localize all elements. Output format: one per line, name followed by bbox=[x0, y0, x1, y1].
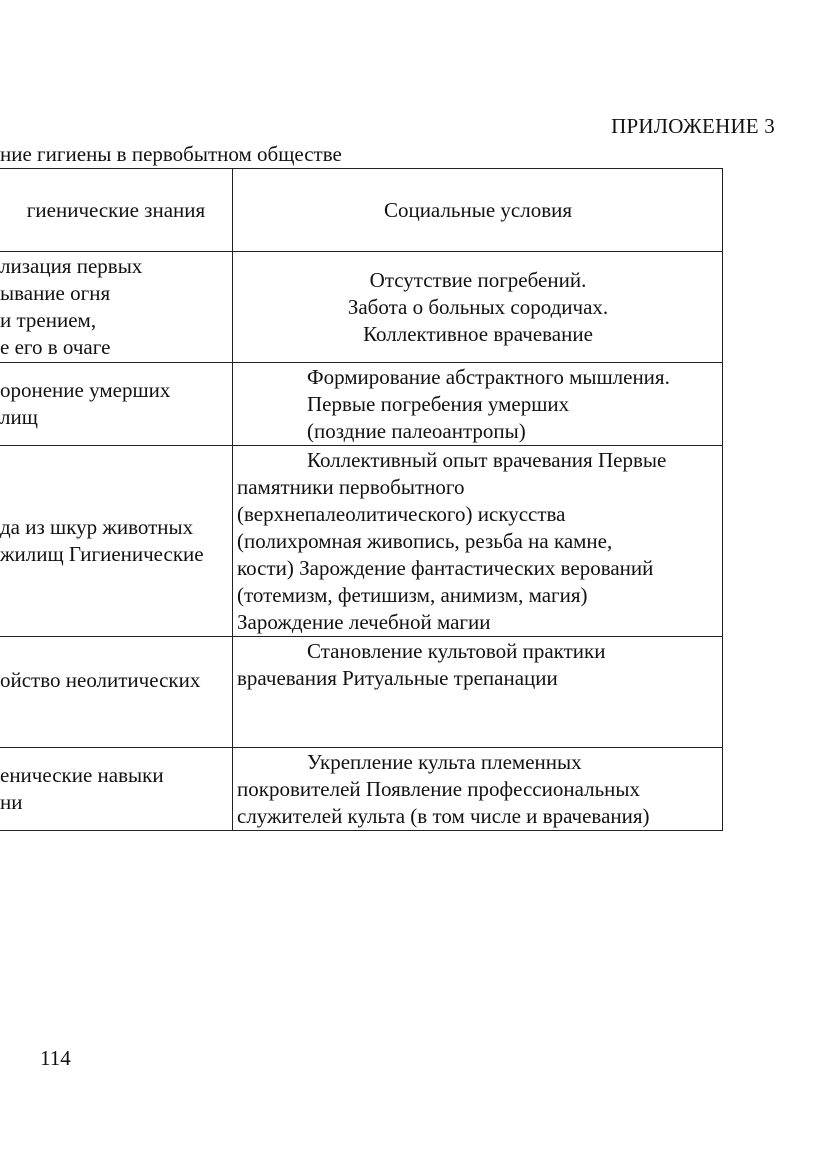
cell-line: врачевания Ритуальные трепанации bbox=[237, 666, 558, 690]
table-row bbox=[0, 637, 723, 748]
cell-line: Забота о больных сородичах. bbox=[347, 294, 609, 319]
cell-line: е его в очаге bbox=[0, 335, 111, 359]
cell-line: ни bbox=[0, 790, 23, 814]
table-caption: ние гигиены в первобытном обществе bbox=[0, 142, 342, 166]
cell-line: и трением, bbox=[0, 308, 97, 332]
cell-line: Зарождение лечебной магии bbox=[237, 610, 491, 634]
table-header-row bbox=[0, 169, 723, 252]
social-cell bbox=[233, 446, 723, 636]
cell-line: енические навыки bbox=[0, 763, 164, 787]
cell-line: ывание огня bbox=[0, 281, 111, 305]
cell-line: Отсутствие погребений. bbox=[369, 267, 587, 292]
table-row bbox=[0, 363, 723, 446]
table-row bbox=[0, 252, 723, 363]
social-cell bbox=[233, 252, 723, 362]
cell-line: покровителей Появление профессиональных bbox=[237, 777, 641, 801]
header-cell-knowledge bbox=[0, 169, 233, 251]
cell-line: жилищ Гигиенические bbox=[0, 542, 204, 566]
knowledge-cell bbox=[0, 363, 233, 445]
header-cell-social bbox=[233, 169, 723, 251]
cell-line: (верхнепалеолитического) искусства bbox=[237, 502, 566, 526]
cell-line: служителей культа (в том числе и врачевания) bbox=[237, 804, 650, 828]
cell-line: Формирование абстрактного мышления. bbox=[307, 365, 670, 389]
knowledge-cell bbox=[0, 637, 233, 747]
cell-line: (тотемизм, фетишизм, анимизм, магия) bbox=[237, 583, 588, 607]
knowledge-cell bbox=[0, 252, 233, 362]
page-number: 114 bbox=[40, 1046, 71, 1070]
social-cell bbox=[233, 637, 723, 747]
cell-line: да из шкур животных bbox=[0, 515, 194, 539]
header-knowledge-text: гиенические знания bbox=[26, 197, 206, 222]
cell-line: (полихромная живопись, резьба на камне, bbox=[237, 529, 613, 553]
header-social-text: Социальные условия bbox=[383, 197, 573, 222]
table-row bbox=[0, 446, 723, 637]
cell-line: лищ bbox=[0, 405, 38, 429]
cell-line: Укрепление культа племенных bbox=[307, 750, 582, 774]
cell-line: ойство неолитических bbox=[0, 668, 201, 692]
table-row bbox=[0, 748, 723, 831]
appendix-label: ПРИЛОЖЕНИЕ 3 bbox=[611, 114, 775, 138]
cell-line: Становление культовой практики bbox=[307, 639, 606, 663]
knowledge-cell bbox=[0, 446, 233, 636]
hygiene-table bbox=[0, 168, 723, 831]
social-cell bbox=[233, 748, 723, 830]
cell-line: лизация первых bbox=[0, 254, 143, 278]
cell-line: Коллективное врачевание bbox=[363, 321, 593, 346]
cell-line: оронение умерших bbox=[0, 378, 171, 402]
cell-line: (поздние палеоантропы) bbox=[307, 419, 526, 443]
cell-line: Коллективный опыт врачевания Первые bbox=[307, 448, 667, 472]
cell-line: Первые погребения умерших bbox=[307, 392, 570, 416]
knowledge-cell bbox=[0, 748, 233, 830]
cell-line: памятники первобытного bbox=[237, 475, 465, 499]
cell-line: кости) Зарождение фантастических верований bbox=[237, 556, 654, 580]
social-cell bbox=[233, 363, 723, 445]
